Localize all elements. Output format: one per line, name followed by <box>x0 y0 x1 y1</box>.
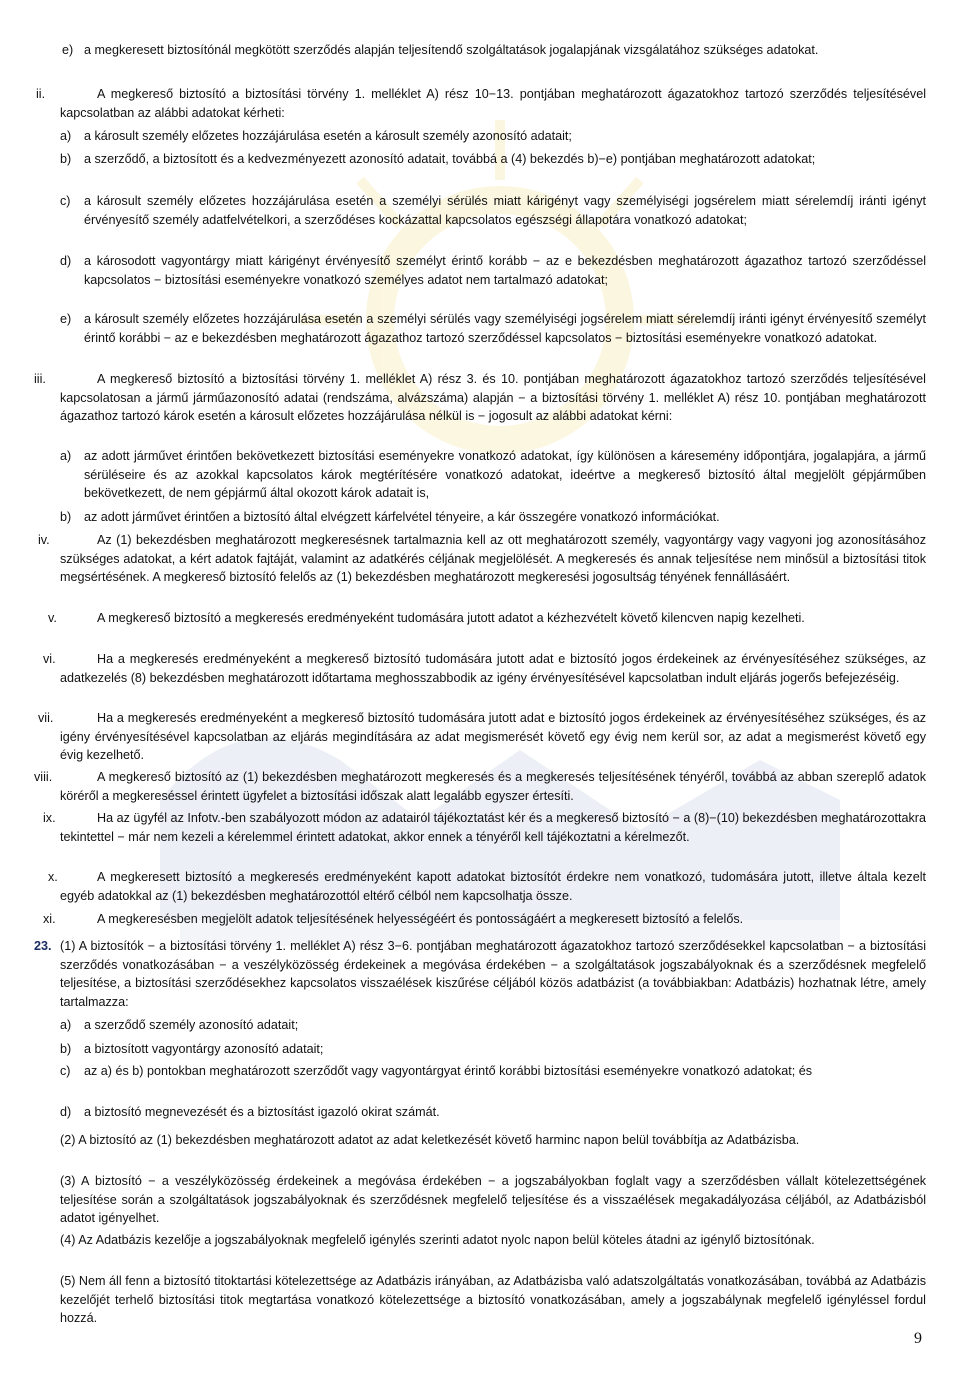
paragraph-ii-d: d) a károsodott vagyontárgy miatt kárigényt érvényesítő személyt érintő korább − az e bekezdésben meghatározott ágazathoz tartozó szerződéssel kapcsolatos − biztosítási eseményekre vonatkozó személyes adatot nem tartalmazó adatokat; <box>60 254 926 287</box>
paragraph-vii: vii. Ha a megkeresés eredményeként a megkereső biztosító tudomására jutott adat e biztosító jogos érdekeinek az érvényesítéséhez szükséges, és az igény érvényesítésével kapcsolatban az eljárás megindítására az adat megismerését követő egy évig nem kerül sor, az adat a megismerést követő egy évig kezelhető. <box>38 711 926 763</box>
paragraph-e: e) a megkeresett biztosítónál megkötött szerződés alapján teljesítendő szolgáltatások jogalapjának vizsgálatához szükséges adatokat. <box>62 43 819 57</box>
section-23-paragraph-1: 23. (1) A biztosítók − a biztosítási törvény 1. melléklet A) rész 3−6. pontjában meghatározott ágazatokhoz tartozó szerződésekkel kapcsolatban − a biztosítási szerződés vonatkozásában − a veszélyközösség érdekeinek a megóvása érdekében − a szolgáltatások jogszabályoknak és a szerződésnek megfelelő teljesítése, a biztosítási szerződésekhez kapcsolatos visszaélések kiszűrése céljából közös adatbázist (a továbbiakban: Adatbázis) hozhatnak létre, amely tartalmazza: <box>34 939 926 1009</box>
section-23-paragraph-5: (5) Nem áll fenn a biztosító titoktartási kötelezettsége az Adatbázis irányában, az Adatbázisba való adatszolgáltatás vonatkozásában, továbbá az Adatbázis kezelőjét terhelő biztosítási titok megtartása vonatkozó kötelezettsége a biztosító vonatkozásában, amely a jogszabálynak megfelelő igényléssel fordul hozzá. <box>60 1274 926 1326</box>
paragraph-viii: viii. A megkereső biztosító az (1) bekezdésben meghatározott megkeresés és a megkeresés teljesítésének tényéről, továbbá az abban szereplő adatok köréről a megkereséssel érintett ügyfelet a biztosítási időszak alatt legalább egyszer értesíti. <box>34 770 926 803</box>
section-23-item-d: d) a biztosító megnevezését és a biztosítást igazoló okirat számát. <box>60 1105 440 1119</box>
section-23-paragraph-2: (2) A biztosító az (1) bekezdésben meghatározott adatot az adat keletkezését követő harminc napon belül továbbítja az Adatbázisba. <box>60 1133 800 1147</box>
paragraph-ii-e: e) a károsult személy előzetes hozzájárulása esetén a személyi sérülés vagy személyiségi jogsérelem miatt sérelemdíj iránti igényt érvényesítő személyt érintő korábbi − az e bekezdésben meghatározott ágazathoz tartozó szerződéssel kapcsolatos − biztosítási eseményekre vonatkozó adatokat. <box>60 312 926 345</box>
paragraph-x: x. A megkeresett biztosító a megkeresés eredményeként kapott adatokat biztosítót érdekre nem vonatkozó, tudomására jutott, illetve általa kezelt egyéb adatokkal az (1) bekezdésben meghatározottól eltérő célból nem kapcsolhatja össze. <box>48 870 926 903</box>
paragraph-ii: ii. A megkereső biztosító a biztosítási törvény 1. melléklet A) rész 10−13. pontjában meghatározott ágazatokhoz tartozó szerződés teljesítésével kapcsolatban az alábbi adatokat kérheti: <box>36 87 926 120</box>
paragraph-v: v. A megkereső biztosító a megkeresés eredményeként tudomására jutott adatot a kézhezvételt követő kilencven napig kezelheti. <box>48 611 805 625</box>
paragraph-ii-a: a) a károsult személy előzetes hozzájárulása esetén a károsult személy azonosító adatait; <box>60 129 572 143</box>
section-23-paragraph-4: (4) Az Adatbázis kezelője a jogszabályoknak megfelelő igénylés szerinti adatot nyolc napon belül köteles átadni az igénylő biztosítónak. <box>60 1233 815 1247</box>
paragraph-iii-b: b) az adott járművet érintően a biztosító által elvégzett kárfelvétel tényeire, a kár összegére vonatkozó információkat. <box>60 510 720 524</box>
paragraph-iii-a: a) az adott járművet érintően bekövetkezett biztosítási eseményekre vonatkozó adatokat, így különösen a káresemény időpontjára, jogalapjára, a jármű sérüléseire és az azokkal kapcsolatos károk megtérítésére vonatkozó adatokat, ideértve a megkereső biztosító által megjelölt gépjárműben bekövetkezett, de nem gépjármű által okozott károk adatait is, <box>60 449 926 501</box>
paragraph-ix: ix. Ha az ügyfél az Infotv.-ben szabályozott módon az adatairól tájékoztatást kér és a megkereső biztosító − a (8)−(10) bekezdésben meghatározottakra tekintettel − már nem kezeli a kérelemmel érintett adatokat, akkor ennek a tényéről kell tájékoztatni a kérelmezőt. <box>43 811 926 844</box>
section-23-paragraph-3: (3) A biztosító − a veszélyközösség érdekeinek a megóvása érdekében − a jogszabályokban foglalt vagy a szerződésben vállalt kötelezettségének teljesítése során a szolgáltatások jogszabályoknak és szerződésnek megfelelő teljesítése és a visszaélések megakadályozása céljából, az Adatbázisból adatot igényelhet. <box>60 1174 926 1226</box>
section-23-item-b: b) a biztosított vagyontárgy azonosító adatait; <box>60 1042 324 1056</box>
section-number: 23. <box>34 939 52 953</box>
paragraph-ii-c: c) a károsult személy előzetes hozzájárulása esetén a személyi sérülés miatt kárigényt vagy személyiségi jogsérelem miatt sérelemdíj iránti igényt érvényesítő személy adatfelvételkori, a szerződéses kockázattal kapcsolatos egészségi állapotára vonatkozó adatokat; <box>60 194 926 227</box>
paragraph-vi: vi. Ha a megkeresés eredményeként a megkereső biztosító tudomására jutott adat e biztosító jogos érdekeinek az érvényesítéséhez szükséges, az adatkezelés (8) bekezdésben meghatározott időtartama meghosszabbodik az igény érvényesítésével kapcsolatban indult eljárás jogerős befejezéséig. <box>43 652 926 685</box>
paragraph-iii: iii. A megkereső biztosító a biztosítási törvény 1. melléklet A) rész 3. és 10. pontjában meghatározott ágazatokhoz tartozó szerződés teljesítésével kapcsolatosan a jármű járműazonosító adatai (rendszáma, alvázszáma) alapján − a biztosítási törvény 1. melléklet A) rész 10. pontjában meghatározott ágazathoz tartozó károk esetén a károsult előzetes hozzájárulása nélkül is − jogosult az alábbi adatokat kérni: <box>34 372 926 424</box>
paragraph-ii-b: b) a szerződő, a biztosított és a kedvezményezett azonosító adatait, továbbá a (4) bekezdés b)−e) pontjában meghatározott adatokat; <box>60 152 816 166</box>
paragraph-xi: xi. A megkeresésben megjelölt adatok teljesítésének helyességéért és pontosságáért a megkeresett biztosító a felelős. <box>43 912 744 926</box>
section-23-item-c: c) az a) és b) pontokban meghatározott szerződőt vagy vagyontárgyat érintő korábbi biztosítási eseményekre vonatkozó adatokat; és <box>60 1064 813 1078</box>
section-23-item-a: a) a szerződő személy azonosító adatait; <box>60 1018 299 1032</box>
page-number: 9 <box>914 1330 922 1347</box>
paragraph-iv: iv. Az (1) bekezdésben meghatározott megkeresésnek tartalmaznia kell az ott meghatározott személy, vagyontárgy vagy vagyoni jog azonosításához szükséges adatokat, a kért adatok fajtáját, valamint az adatkérés céljának megjelölését. A megkeresés és annak teljesítése nem minősül a biztosítási titok megsértésének. A megkereső biztosító felelős az (1) bekezdésben meghatározott megkeresési jogosultság tényének fennállásáért. <box>38 533 926 585</box>
